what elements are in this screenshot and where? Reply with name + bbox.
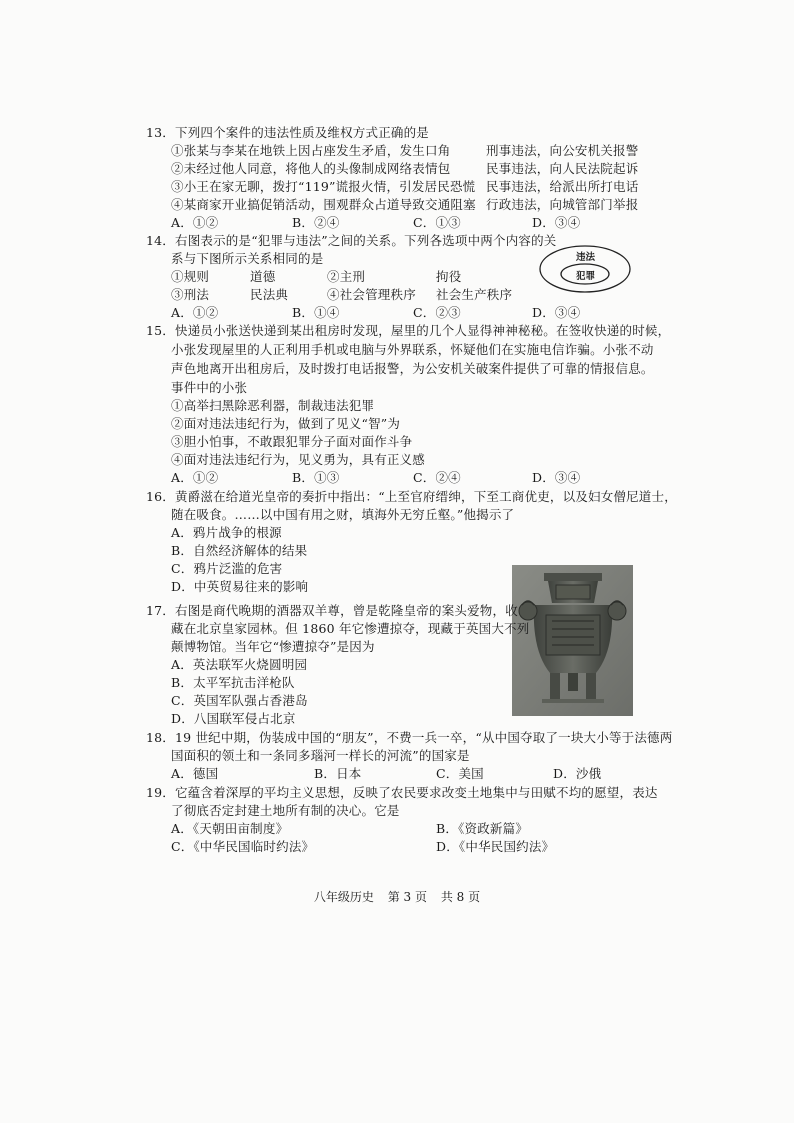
- footer-page-number: 第 3 页: [387, 890, 427, 904]
- q15-line4: 事件中的小张: [171, 380, 248, 395]
- diagram-outer-label: 违法: [576, 252, 596, 263]
- q18-option-a: A．德国: [171, 766, 219, 781]
- q14-item-4a: ④社会管理秩序: [327, 287, 416, 302]
- q15-option-b: B．①③: [292, 470, 340, 485]
- q15-choice-2: ②面对违法违纪行为，做到了见义“智”为: [171, 416, 401, 431]
- q14-item-2b: 拘役: [436, 269, 462, 284]
- q15-option-c: C．②④: [413, 470, 461, 485]
- q13-row1-right: 刑事违法，向公安机关报警: [486, 143, 639, 158]
- q16-line1: 16．黄爵滋在给道光皇帝的奏折中指出：“上至官府缙绅，下至工商优吏，以及妇女僧尼道士，: [146, 489, 677, 504]
- q18-line2: 国面积的领土和一条同多瑙河一样长的河流”的国家是: [171, 748, 470, 763]
- q18-option-c: C．美国: [436, 766, 484, 781]
- q14-option-a: A．①②: [171, 305, 219, 320]
- q19-option-d: D．《中华民国约法》: [436, 839, 555, 854]
- q14-item-2a: ②主刑: [327, 269, 366, 284]
- q14-item-3b: 民法典: [250, 287, 289, 302]
- q17-option-c: C．英国军队强占香港岛: [171, 693, 308, 708]
- q14-option-c: C．②③: [413, 305, 461, 320]
- q15-choice-1: ①高举扫黑除恶利器，制裁违法犯罪: [171, 398, 375, 413]
- q18-line1: 18．19 世纪中期，伪装成中国的“朋友”，不费一兵一卒，“从中国夺取了一块大小等于法德两: [146, 730, 673, 745]
- q17-line1: 17．右图是商代晚期的酒器双羊尊，曾是乾隆皇帝的案头爱物，收: [146, 603, 518, 618]
- q16-option-a: A．鸦片战争的根源: [171, 525, 282, 540]
- q18-option-b: B．日本: [314, 766, 362, 781]
- q14-option-b: B．①④: [292, 305, 340, 320]
- diagram-inner-label: 犯罪: [576, 271, 596, 282]
- q13-option-b: B．②④: [292, 215, 340, 230]
- q13-option-c: C．①③: [413, 215, 461, 230]
- q14-item-4b: 社会生产秩序: [436, 287, 513, 302]
- crime-law-diagram: [538, 244, 632, 294]
- q13-row4-left: ④某商家开业搞促销活动，围观群众占道导致交通阻塞: [171, 197, 476, 212]
- q14-item-1b: 道德: [250, 269, 276, 284]
- q19-option-b: B．《资政新篇》: [436, 821, 529, 836]
- q13-row2-right: 民事违法，向人民法院起诉: [486, 161, 639, 176]
- double-ram-zun-photo: [512, 565, 633, 716]
- q17-option-d: D．八国联军侵占北京: [171, 711, 296, 726]
- page-footer: [0, 888, 794, 905]
- footer-subject: 八年级历史: [313, 890, 374, 904]
- bronze-vessel-image: [512, 565, 633, 716]
- q14-option-d: D．③④: [532, 305, 581, 320]
- q13-row1-left: ①张某与李某在地铁上因占座发生矛盾，发生口角: [171, 143, 451, 158]
- q15-option-a: A．①②: [171, 470, 219, 485]
- q13-row3-left: ③小王在家无聊，拨打“119”谎报火情，引发居民恐慌: [171, 179, 476, 194]
- q19-option-c: C．《中华民国临时约法》: [171, 839, 315, 854]
- footer-total-pages: 共 8 页: [440, 890, 481, 904]
- q13-row4-right: 行政违法，向城管部门举报: [486, 197, 639, 212]
- q14-stem-line2: 系与下图所示关系相同的是: [171, 251, 324, 266]
- q13-row3-right: 民事违法，给派出所打电话: [486, 179, 639, 194]
- q16-option-c: C．鸦片泛滥的危害: [171, 561, 283, 576]
- q17-line3: 颠博物馆。当年它“惨遭掠夺”是因为: [171, 639, 375, 654]
- q17-option-a: A．英法联军火烧圆明园: [171, 657, 308, 672]
- q17-line2: 藏在北京皇家园林。但 1860 年它惨遭掠夺，现藏于英国大不列: [171, 621, 530, 636]
- q13-row2-left: ②未经过他人同意，将他人的头像制成网络表情包: [171, 161, 451, 176]
- q19-option-a: A．《天朝田亩制度》: [171, 821, 289, 836]
- q13-option-a: A．①②: [171, 215, 219, 230]
- q19-line2: 了彻底否定封建土地所有制的决心。它是: [171, 803, 400, 818]
- q15-line2: 小张发现屋里的人正利用手机或电脑与外界联系，怀疑他们在实施电信诈骗。小张不动: [171, 342, 654, 357]
- q14-stem-line1: 14．右图表示的是“犯罪与违法”之间的关系。下列各选项中两个内容的关: [146, 233, 557, 248]
- q16-option-d: D．中英贸易往来的影响: [171, 579, 309, 594]
- q19-line1: 19．它蕴含着深厚的平均主义思想，反映了农民要求改变土地集中与田赋不均的愿望，表达: [146, 785, 658, 800]
- q13-stem: 13．下列四个案件的违法性质及维权方式正确的是: [146, 125, 430, 140]
- q18-option-d: D．沙俄: [553, 766, 602, 781]
- q15-choice-4: ④面对违法违纪行为，见义勇为，具有正义感: [171, 452, 426, 467]
- q14-item-1a: ①规则: [171, 269, 210, 284]
- q13-option-d: D．③④: [532, 215, 581, 230]
- q16-option-b: B．自然经济解体的结果: [171, 543, 308, 558]
- q15-line3: 声色地离开出租房后，及时拨打电话报警，为公安机关破案件提供了可靠的情报信息。: [171, 361, 654, 376]
- q17-option-b: B．太平军抗击洋枪队: [171, 675, 295, 690]
- q15-option-d: D．③④: [532, 470, 581, 485]
- q15-line1: 15．快递员小张送快递到某出租房时发现，屋里的几个人显得神神秘秘。在签收快递的时候，: [146, 323, 671, 338]
- q14-item-3a: ③刑法: [171, 287, 210, 302]
- q16-line2: 随在吸食。……以中国有用之财，填海外无穷丘壑。”他揭示了: [171, 507, 515, 522]
- q15-choice-3: ③胆小怕事，不敢跟犯罪分子面对面作斗争: [171, 434, 413, 449]
